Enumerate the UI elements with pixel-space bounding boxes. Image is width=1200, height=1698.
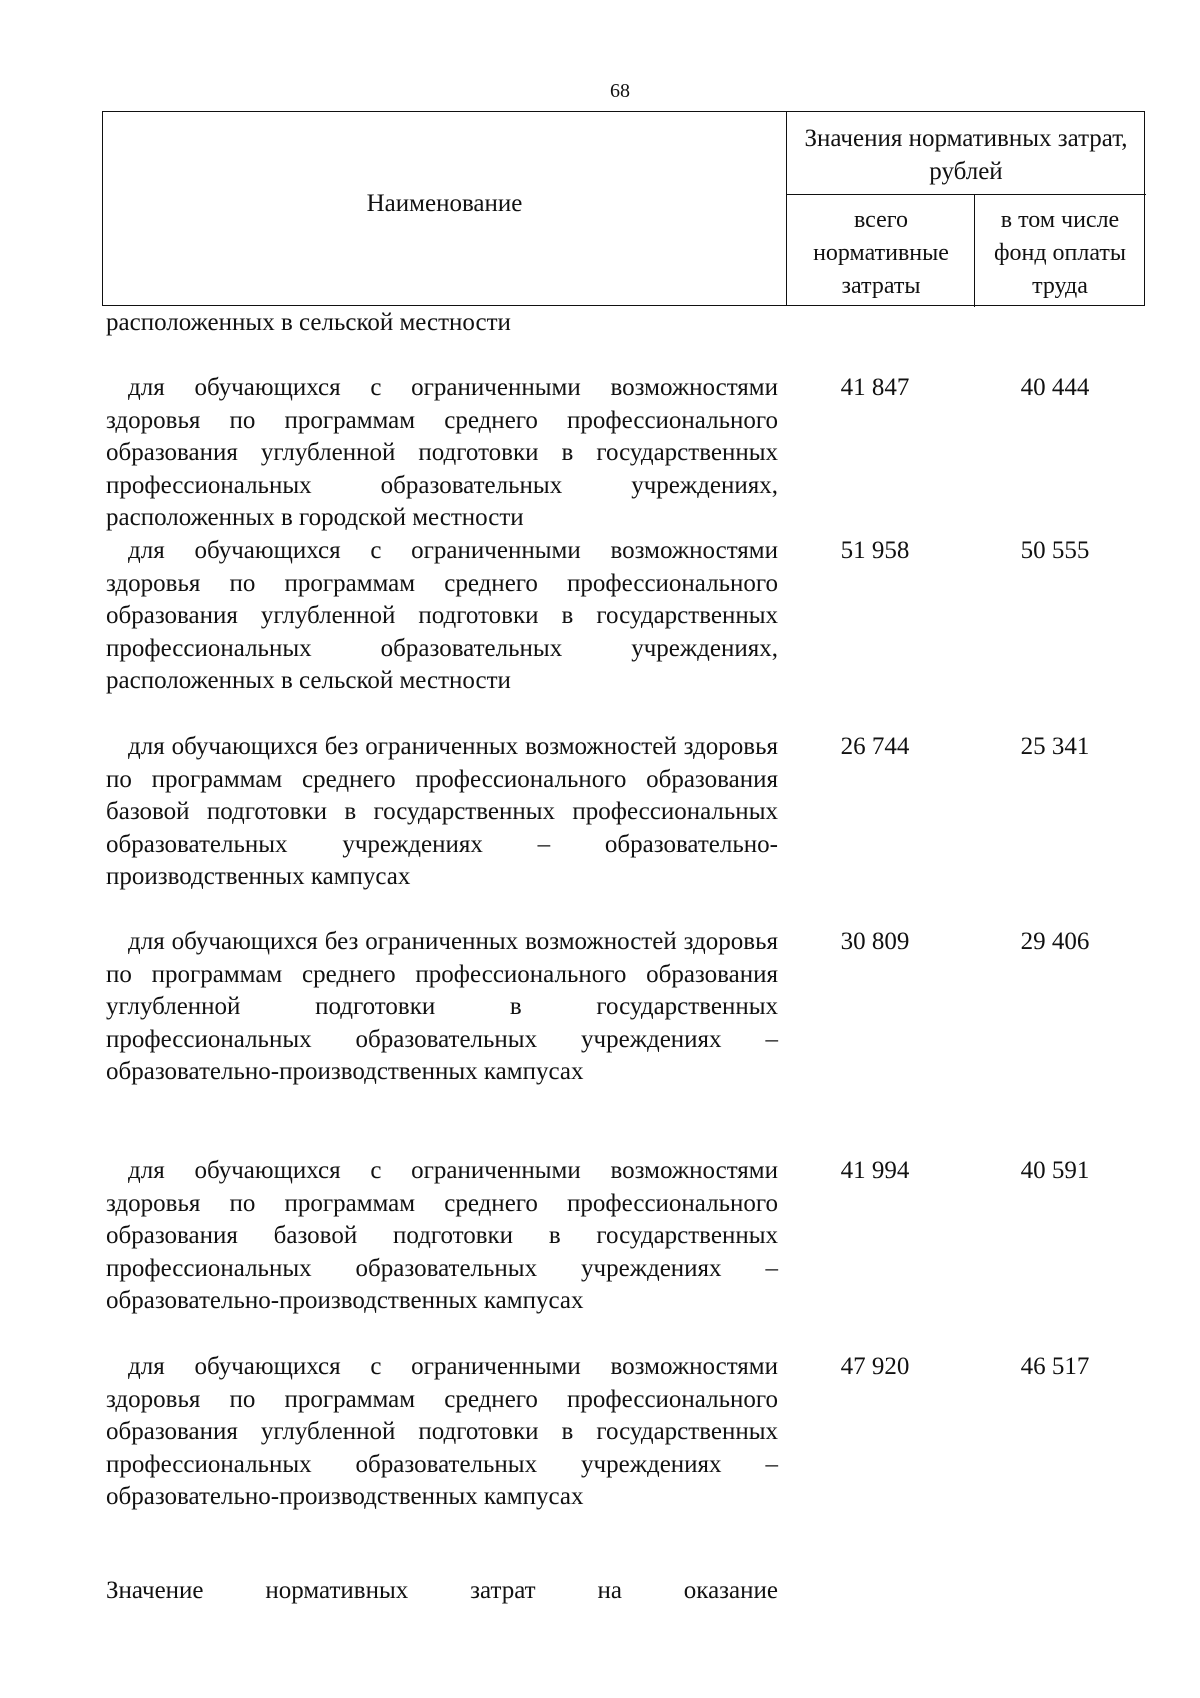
page-number: 68: [610, 80, 630, 102]
row-description: для обучающихся с ограниченными возможностями здоровья по программам среднего профессионального образования базовой подготовки в государственных профессиональных образовательных учреждениях – образовательно-производственных кампусах: [106, 1157, 778, 1315]
row-description: для обучающихся с ограниченными возможностями здоровья по программам среднего профессионального образования углубленной подготовки в государственных профессиональных образовательных учреждениях, расположенных в городской местности: [106, 374, 778, 532]
header-total-costs: всего нормативные затраты: [813, 207, 949, 299]
row-payroll-value: 46 517: [1020, 1353, 1090, 1380]
row-total-value: 30 809: [840, 928, 910, 955]
row-payroll-value: 50 555: [1020, 537, 1090, 564]
row-payroll-value: 29 406: [1020, 928, 1090, 955]
continuation-text: расположенных в сельской местности: [106, 309, 511, 336]
header-values-group: Значения нормативных затрат, рублей: [804, 125, 1128, 185]
row-description: для обучающихся без ограниченных возможностей здоровья по программам среднего профессионального образования углубленной подготовки в государственных профессиональных образовательных учреждениях – образовательно-производственных кампусах: [106, 928, 778, 1086]
trailing-text: Значение нормативных затрат на оказание: [106, 1577, 778, 1604]
subcolumn-divider: [974, 194, 975, 307]
row-payroll-value: 25 341: [1020, 733, 1090, 760]
row-payroll-value: 40 591: [1020, 1157, 1090, 1184]
subheader-divider: [786, 194, 1146, 195]
row-total-value: 47 920: [840, 1353, 910, 1380]
row-payroll-value: 40 444: [1020, 374, 1090, 401]
row-total-value: 41 994: [840, 1157, 910, 1184]
row-description: для обучающихся с ограниченными возможностями здоровья по программам среднего профессионального образования углубленной подготовки в государственных профессиональных образовательных учреждениях – образовательно-производственных кампусах: [106, 1353, 778, 1511]
header-payroll-fund: в том числе фонд оплаты труда: [993, 207, 1127, 299]
row-total-value: 26 744: [840, 733, 910, 760]
row-total-value: 41 847: [840, 374, 910, 401]
row-total-value: 51 958: [840, 537, 910, 564]
row-description: для обучающихся без ограниченных возможностей здоровья по программам среднего профессионального образования базовой подготовки в государственных профессиональных образовательных учреждениях – образовательно-производственных кампусах: [106, 733, 778, 891]
row-description: для обучающихся с ограниченными возможностями здоровья по программам среднего профессионального образования углубленной подготовки в государственных профессиональных образовательных учреждениях, расположенных в сельской местности: [106, 537, 778, 695]
table-header: [102, 111, 1145, 306]
header-name: Наименование: [366, 190, 523, 217]
column-divider: [786, 112, 787, 305]
